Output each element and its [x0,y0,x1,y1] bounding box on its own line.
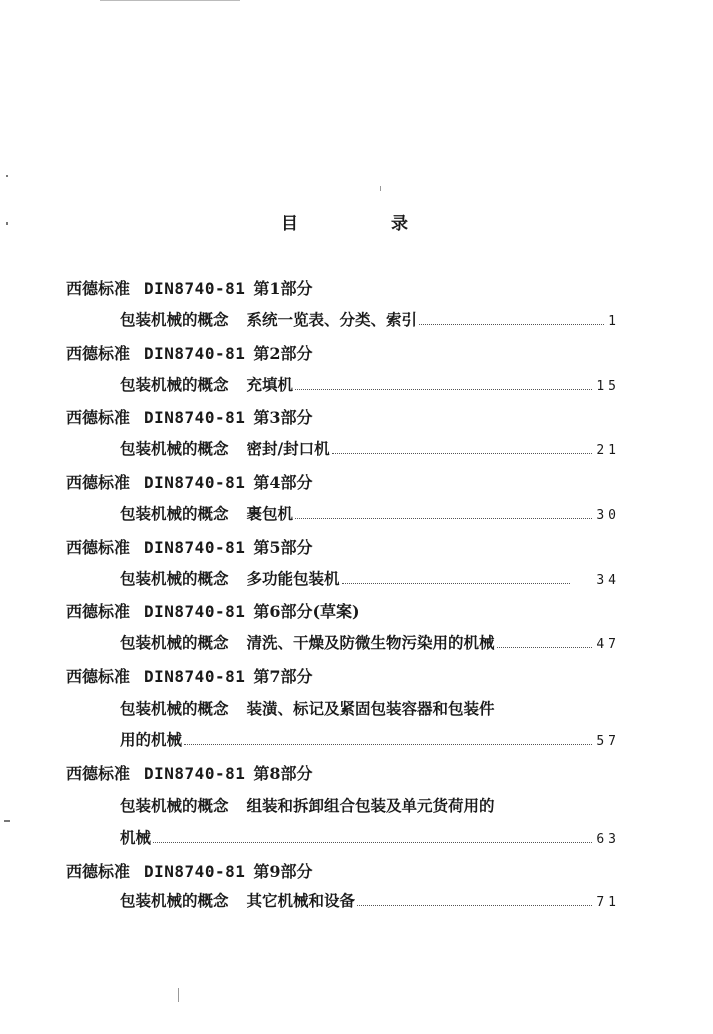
entry-concept: 包装机械的概念 [120,439,229,458]
dot-leader [184,744,592,745]
scan-speck [4,820,10,822]
entry-page-number: 15 [596,379,620,394]
standard-part: 第2部分 [253,344,313,363]
entry-page-number: 63 [596,832,620,847]
standard-prefix: 西德标准 [66,667,131,686]
standard-prefix: 西德标准 [66,538,131,557]
entry-topic: 充填机 [246,375,294,394]
title-char-2: 录 [391,214,408,234]
toc-standard-heading [66,342,312,366]
entry-topic: 装潢、标记及紧固包装容器和包装件 [246,699,495,718]
title-char-1: 目 [281,214,298,234]
dot-leader [419,324,604,325]
dot-leader [497,647,593,648]
standard-prefix: 西德标准 [66,279,131,298]
standard-code: DIN8740-81 [144,538,246,557]
toc-entry[interactable] [120,697,620,721]
standard-code: DIN8740-81 [144,473,246,492]
dot-leader [153,842,592,843]
scan-edge-mark [100,0,240,1]
toc-entry[interactable] [120,502,620,526]
entry-page-number: 1 [608,314,620,329]
toc-entry-continuation[interactable] [120,826,620,850]
standard-part: 第9部分 [253,862,313,881]
entry-concept: 包装机械的概念 [120,504,229,523]
entry-concept: 包装机械的概念 [120,633,229,652]
entry-page-number: 57 [596,734,620,749]
entry-topic: 系统一览表、分类、索引 [246,310,418,329]
dot-leader [357,905,592,906]
entry-page-number: 21 [596,443,620,458]
standard-prefix: 西德标准 [66,764,131,783]
toc-entry-continuation[interactable] [120,728,620,752]
entry-topic: 清洗、干燥及防微生物污染用的机械 [246,633,495,652]
standard-code: DIN8740-81 [144,764,246,783]
entry-concept: 包装机械的概念 [120,375,229,394]
scan-speck [178,988,179,1002]
entry-concept: 包装机械的概念 [120,699,229,718]
entry-topic-continuation: 用的机械 [120,730,183,749]
standard-prefix: 西德标准 [66,344,131,363]
toc-standard-heading [66,762,312,786]
dot-leader [295,518,592,519]
toc-standard-heading [66,406,312,430]
dot-leader [295,389,592,390]
entry-topic: 裹包机 [246,504,294,523]
standard-code: DIN8740-81 [144,602,246,621]
toc-entry[interactable] [120,373,620,397]
page-title [0,212,713,236]
standard-code: DIN8740-81 [144,862,246,881]
standard-code: DIN8740-81 [144,408,246,427]
toc-standard-heading [66,536,312,560]
standard-prefix: 西德标准 [66,473,131,492]
standard-part: 第1部分 [253,279,313,298]
standard-part: 第7部分 [253,667,313,686]
entry-page-number: 34 [596,573,620,588]
entry-topic: 多功能包装机 [246,569,340,588]
entry-concept: 包装机械的概念 [120,796,229,815]
standard-prefix: 西德标准 [66,408,131,427]
entry-topic: 密封/封口机 [246,439,330,458]
dot-leader [332,453,593,454]
entry-page-number: 47 [596,637,620,652]
entry-page-number: 71 [596,895,620,910]
toc-standard-heading [66,665,312,689]
dot-leader [342,583,571,584]
standard-part: 第6部分(草案) [253,602,360,621]
entry-topic: 其它机械和设备 [246,891,356,910]
standard-code: DIN8740-81 [144,667,246,686]
scan-speck [6,222,8,225]
standard-part: 第4部分 [253,473,313,492]
toc-entry[interactable] [120,794,620,818]
toc-entry[interactable] [120,437,620,461]
standard-code: DIN8740-81 [144,279,246,298]
standard-part: 第8部分 [253,764,313,783]
toc-entry[interactable] [120,567,620,591]
toc-standard-heading [66,860,312,884]
standard-prefix: 西德标准 [66,862,131,881]
toc-standard-heading [66,277,312,301]
standard-part: 第5部分 [253,538,313,557]
toc-entry[interactable] [120,889,620,913]
entry-concept: 包装机械的概念 [120,891,229,910]
toc-standard-heading [66,471,312,495]
standard-prefix: 西德标准 [66,602,131,621]
standard-part: 第3部分 [253,408,313,427]
entry-page-number: 30 [596,508,620,523]
entry-topic-continuation: 机械 [120,828,152,847]
toc-standard-heading [66,600,360,624]
scan-speck [380,186,381,191]
entry-concept: 包装机械的概念 [120,310,229,329]
standard-code: DIN8740-81 [144,344,246,363]
toc-entry[interactable] [120,308,620,332]
entry-topic: 组装和拆卸组合包装及单元货荷用的 [246,796,495,815]
scan-speck [6,175,8,177]
entry-concept: 包装机械的概念 [120,569,229,588]
toc-entry[interactable] [120,631,620,655]
